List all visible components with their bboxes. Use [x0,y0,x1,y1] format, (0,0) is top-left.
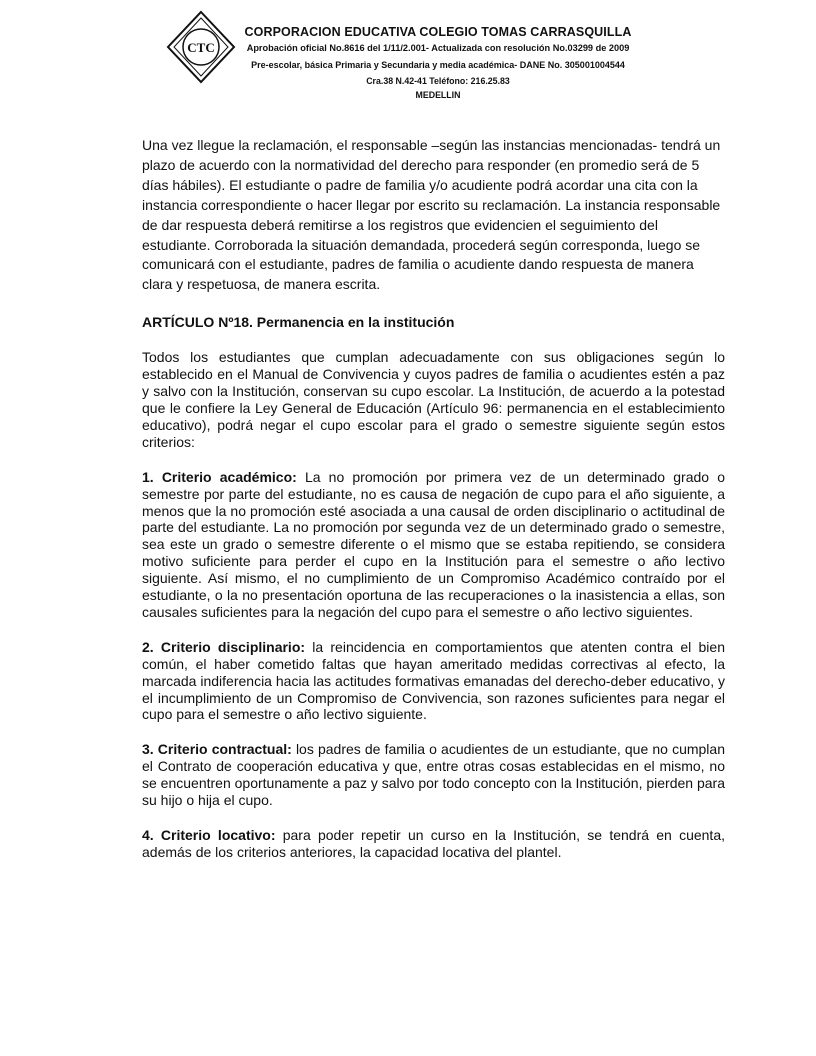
address-line: Cra.38 N.42-41 Teléfono: 216.25.83 [366,75,510,86]
criterion-locative [142,827,725,861]
criterion-text: para poder repetir un curso en la Institución, se tendrá en cuenta, además de los criterios anteriores, la capacidad locativa del plantel. [142,827,725,860]
city-line: MEDELLIN [415,89,461,100]
criterion-contractual [142,741,725,809]
criterion-label: 3. Criterio contractual: [142,741,292,758]
document-body [142,136,725,861]
article-intro-paragraph: Todos los estudiantes que cumplan adecuadamente con sus obligaciones según lo establecido en el Manual de Convivencia y cuyos padres de familia o acudientes estén a paz y salvo con la Institución, conservan su cupo escolar. La Institución, de acuerdo a la potestad que le confiere la Ley General de Educación (Artículo 96: permanencia en el establecimiento educativo), podrá negar el cupo escolar para el grado o semestre siguiente según estos criterios: [142,349,725,450]
criterion-text: los padres de familia o acudientes de un estudiante, que no cumplan el Contrato de cooperación educativa y que, entre otras cosas establecidas en el mismo, no se encuentren oportunamente a paz y salvo por todo concepto con la Institución, pierden para su hijo o hija el cupo. [142,741,725,809]
intro-paragraph: Una vez llegue la reclamación, el responsable –según las instancias mencionadas- tendrá un plazo de acuerdo con la normatividad del derecho para responder (en promedio será de 5 días hábiles). El estudiante o padre de familia y/o acudiente podrá acordar una cita con la instancia correspondiente o hacer llegar por escrito su reclamación. La instancia responsable de dar respuesta deberá remitirse a los registros que evidencien el seguimiento del estudiante. Corroborada la situación demandada, procederá según corresponda, luego se comunicará con el estudiante, padres de familia o acudiente dando respuesta de manera clara y respetuosa, de manera escrita. [142,137,721,293]
criterion-text: La no promoción por primera vez de un determinado grado o semestre por parte del estudiante, no es causa de negación de cupo para el año siguiente, a menos que la no promoción esté asociada a una causal de orden disciplinario o actitudinal de parte del estudiante. La no promoción por segunda vez de un determinado grado o semestre, sea este un grado o semestre diferente o el mismo que se estaba repitiendo, se considera motivo suficiente para perder el cupo en la Institución para el semestre o año lectivo siguiente. Así mismo, el no cumplimiento de un Compromiso Académico contraído por el estudiante, o la no presentación oportuna de las recuperaciones o la inasistencia a ellas, son causales suficientes para la negación del cupo para el semestre o año lectivo siguientes. [142,468,725,620]
criterion-label: 1. Criterio académico: [142,468,297,485]
criterion-text: la reincidencia en comportamientos que atenten contra el bien común, el haber cometido faltas que hayan ameritado medidas correctivas al efecto, la marcada indiferencia hacia las actitudes formativas emanadas del derecho-deber educativo, y el incumplimiento de un Compromiso de Convivencia, son razones suficientes para negar el cupo para el semestre o año lectivo siguiente. [142,638,725,723]
criterion-label: 2. Criterio disciplinario: [142,638,306,655]
criterion-label: 4. Criterio locativo: [142,827,276,843]
logo-initials: CTC [187,40,215,55]
article-title: ARTÍCULO Nº18. Permanencia en la institución [142,314,455,331]
institution-name: CORPORACION EDUCATIVA COLEGIO TOMAS CARRASQUILLA [244,25,632,39]
criterion-disciplinary [142,639,725,724]
school-logo [166,10,236,84]
criterion-academic [142,469,725,621]
levels-line: Pre-escolar, básica Primaria y Secundaria y media académica- DANE No. 305001004544 [251,59,625,70]
letterhead [228,24,648,102]
approval-line: Aprobación oficial No.8616 del 1/11/2.001- Actualizada con resolución No.03299 de 2009 [246,43,630,53]
